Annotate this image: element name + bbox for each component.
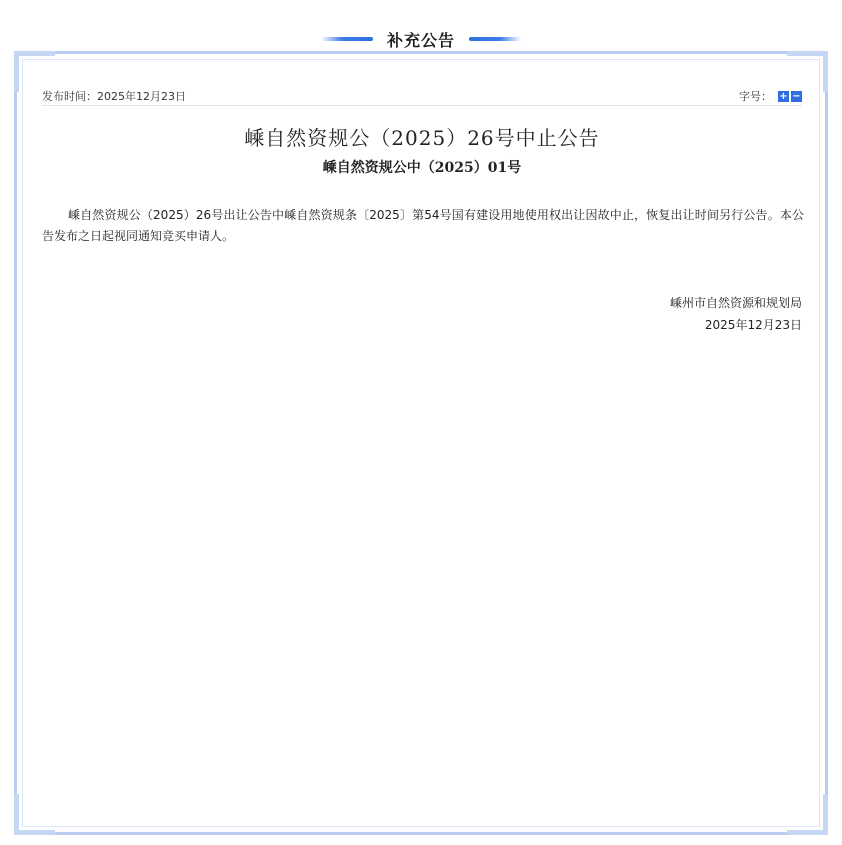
banner-left-bar	[321, 37, 373, 41]
font-size-control	[739, 88, 802, 104]
document-number: 嵊自然资规公中（2025）01号	[322, 160, 522, 176]
font-increase-button[interactable]: +	[779, 90, 788, 102]
publish-time: 发布时间：2025年12月23日	[42, 90, 186, 103]
document-body: 嵊自然资规公（2025）26号出让公告中嵊自然资规条〔2025〕第54号国有建设用地使用权出让因故中止，恢复出让时间另行公告。本公告发布之日起视同通知竞买申请人。	[42, 208, 804, 243]
frame-corner-top-left	[14, 51, 55, 92]
font-size-label: 字号：	[739, 90, 772, 103]
document-title: 嵊自然资规公（2025）26号中止公告	[244, 126, 600, 150]
meta-row	[42, 87, 802, 106]
frame-corner-top-right	[787, 51, 828, 92]
issue-date: 2025年12月23日	[704, 318, 802, 332]
frame-corner-bottom-right	[787, 794, 828, 835]
banner-right-bar	[469, 37, 521, 41]
font-decrease-button[interactable]: −	[792, 90, 801, 102]
issuer-name: 嵊州市自然资源和规划局	[669, 296, 802, 310]
signature-block	[670, 292, 802, 336]
banner-title: 补充公告	[386, 30, 455, 50]
frame-corner-bottom-left	[14, 794, 55, 835]
announcement-banner	[0, 26, 842, 52]
